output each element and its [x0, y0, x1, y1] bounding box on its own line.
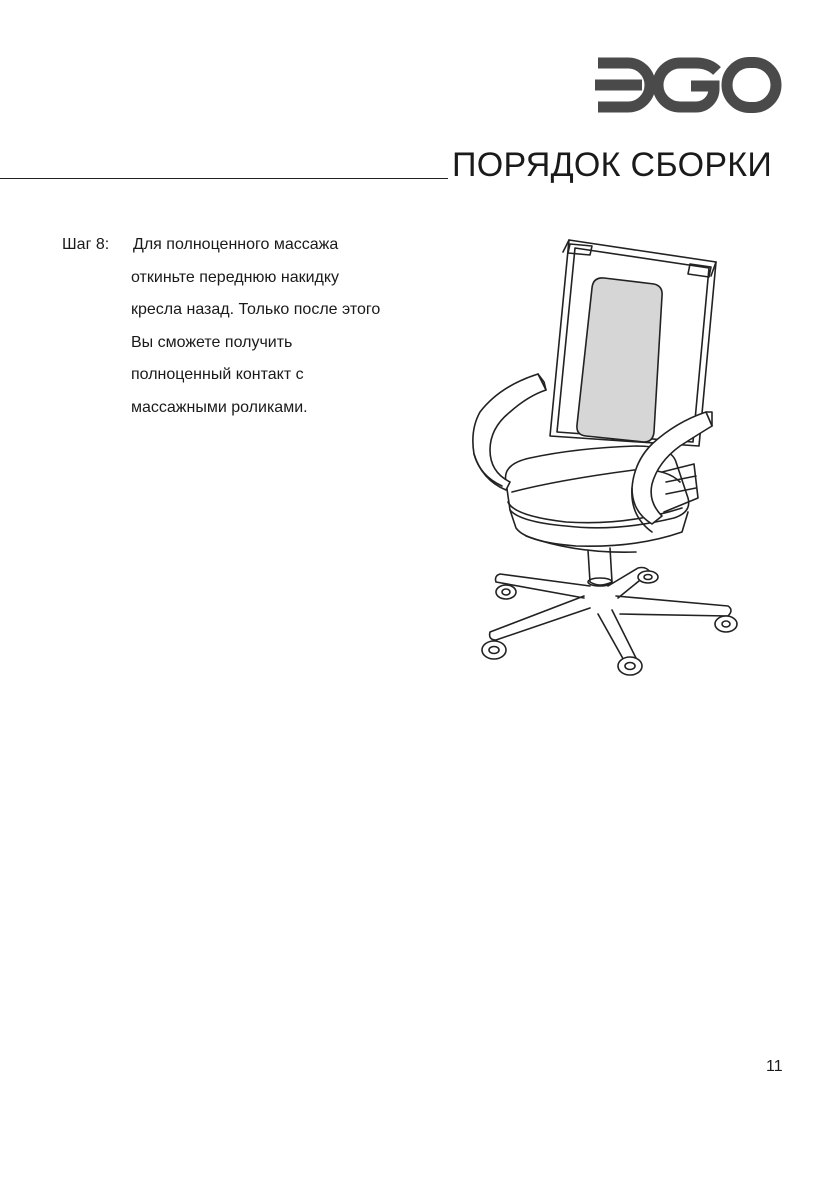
caster [715, 616, 737, 632]
instruction-line: откиньте переднюю накидку [131, 268, 340, 286]
instruction-line: массажными роликами. [131, 398, 308, 416]
instruction-line: Для полноценного массажа [133, 236, 339, 253]
instruction-line: полноценный контакт с [131, 366, 304, 383]
instruction-line: кресла назад. Только после этого [131, 301, 381, 318]
massage-panel [577, 278, 662, 442]
ego-logo [592, 57, 782, 113]
header-rule [0, 178, 448, 179]
page-number: 11 [766, 1058, 783, 1075]
caster [638, 571, 658, 583]
step-instructions [131, 235, 431, 430]
section-title: ПОРЯДОК СБОРКИ [452, 146, 773, 184]
caster [482, 641, 506, 659]
office-chair-illustration [466, 236, 742, 682]
caster [618, 657, 642, 675]
instruction-line: Вы сможете получить [131, 333, 293, 351]
caster [496, 585, 516, 599]
step-label: Шаг 8: [62, 236, 110, 253]
